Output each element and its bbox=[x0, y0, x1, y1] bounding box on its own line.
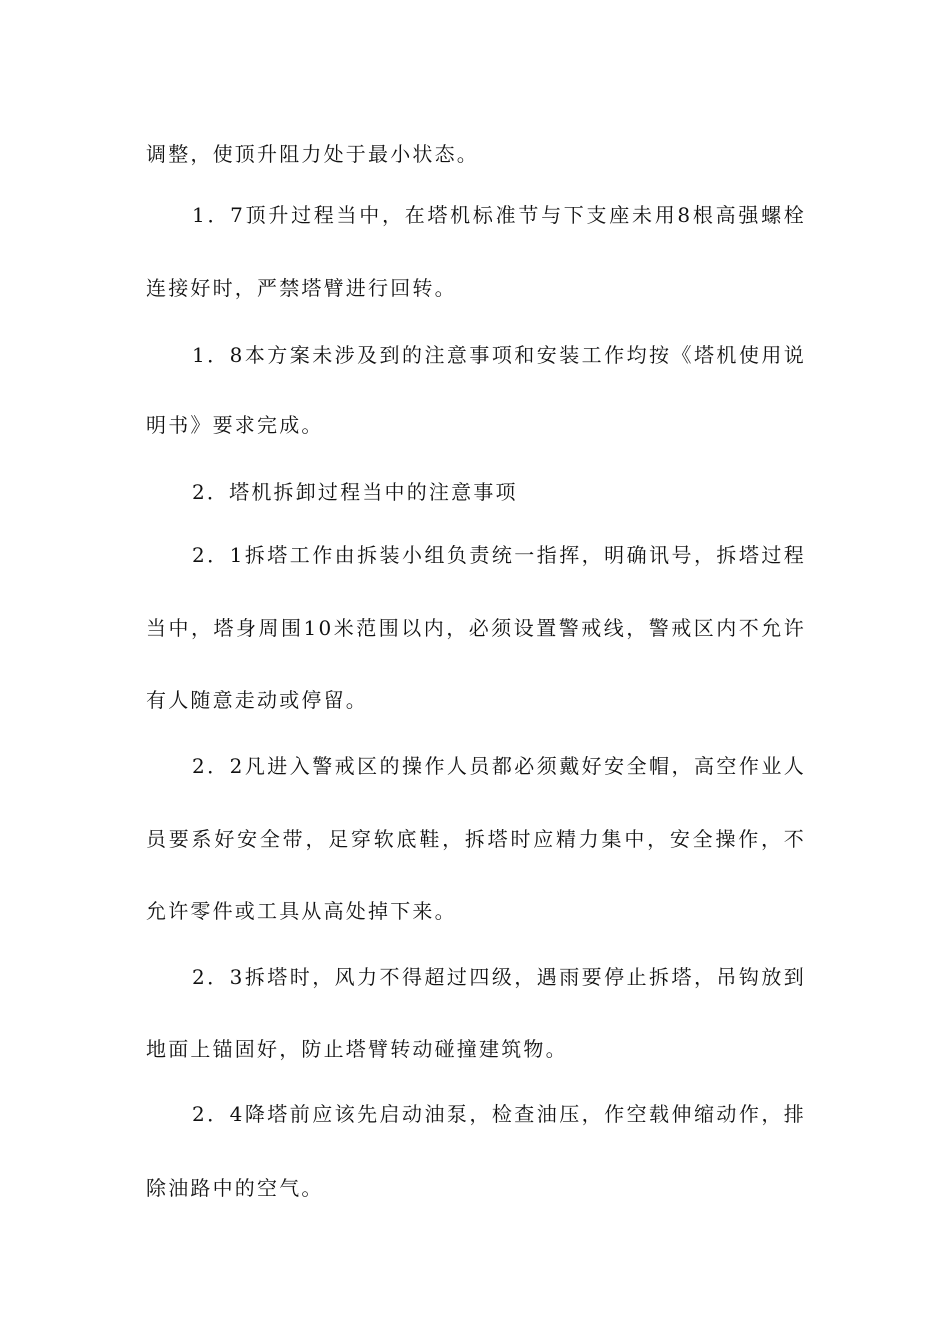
text-line-11: 员要系好安全带，足穿软底鞋，拆塔时应精力集中，安全操作，不 bbox=[146, 827, 806, 851]
text-line-1: 调整，使顶升阻力处于最小状态。 bbox=[146, 142, 479, 166]
text-line-13: 2．3拆塔时，风力不得超过四级，遇雨要停止拆塔，吊钩放到 bbox=[192, 965, 806, 989]
text-line-15: 2．4降塔前应该先启动油泵，检查油压，作空载伸缩动作，排 bbox=[192, 1102, 806, 1126]
text-line-7: 2．1拆塔工作由拆装小组负责统一指挥，明确讯号，拆塔过程 bbox=[192, 543, 806, 567]
text-line-3: 连接好时，严禁塔臂进行回转。 bbox=[146, 276, 457, 300]
text-line-2: 1．7顶升过程当中，在塔机标准节与下支座未用8根高强螺栓 bbox=[192, 203, 806, 227]
section-heading: 2．塔机拆卸过程当中的注意事项 bbox=[192, 480, 518, 504]
text-line-5: 明书》要求完成。 bbox=[146, 413, 324, 437]
text-line-14: 地面上锚固好，防止塔臂转动碰撞建筑物。 bbox=[146, 1037, 568, 1061]
text-line-12: 允许零件或工具从高处掉下来。 bbox=[146, 899, 457, 923]
text-line-8: 当中，塔身周围10米范围以内，必须设置警戒线，警戒区内不允许 bbox=[146, 616, 806, 640]
text-line-4: 1．8本方案未涉及到的注意事项和安装工作均按《塔机使用说 bbox=[192, 343, 806, 367]
text-line-16: 除油路中的空气。 bbox=[146, 1176, 324, 1200]
text-line-10: 2．2凡进入警戒区的操作人员都必须戴好安全帽，高空作业人 bbox=[192, 754, 806, 778]
text-line-9: 有人随意走动或停留。 bbox=[146, 688, 368, 712]
